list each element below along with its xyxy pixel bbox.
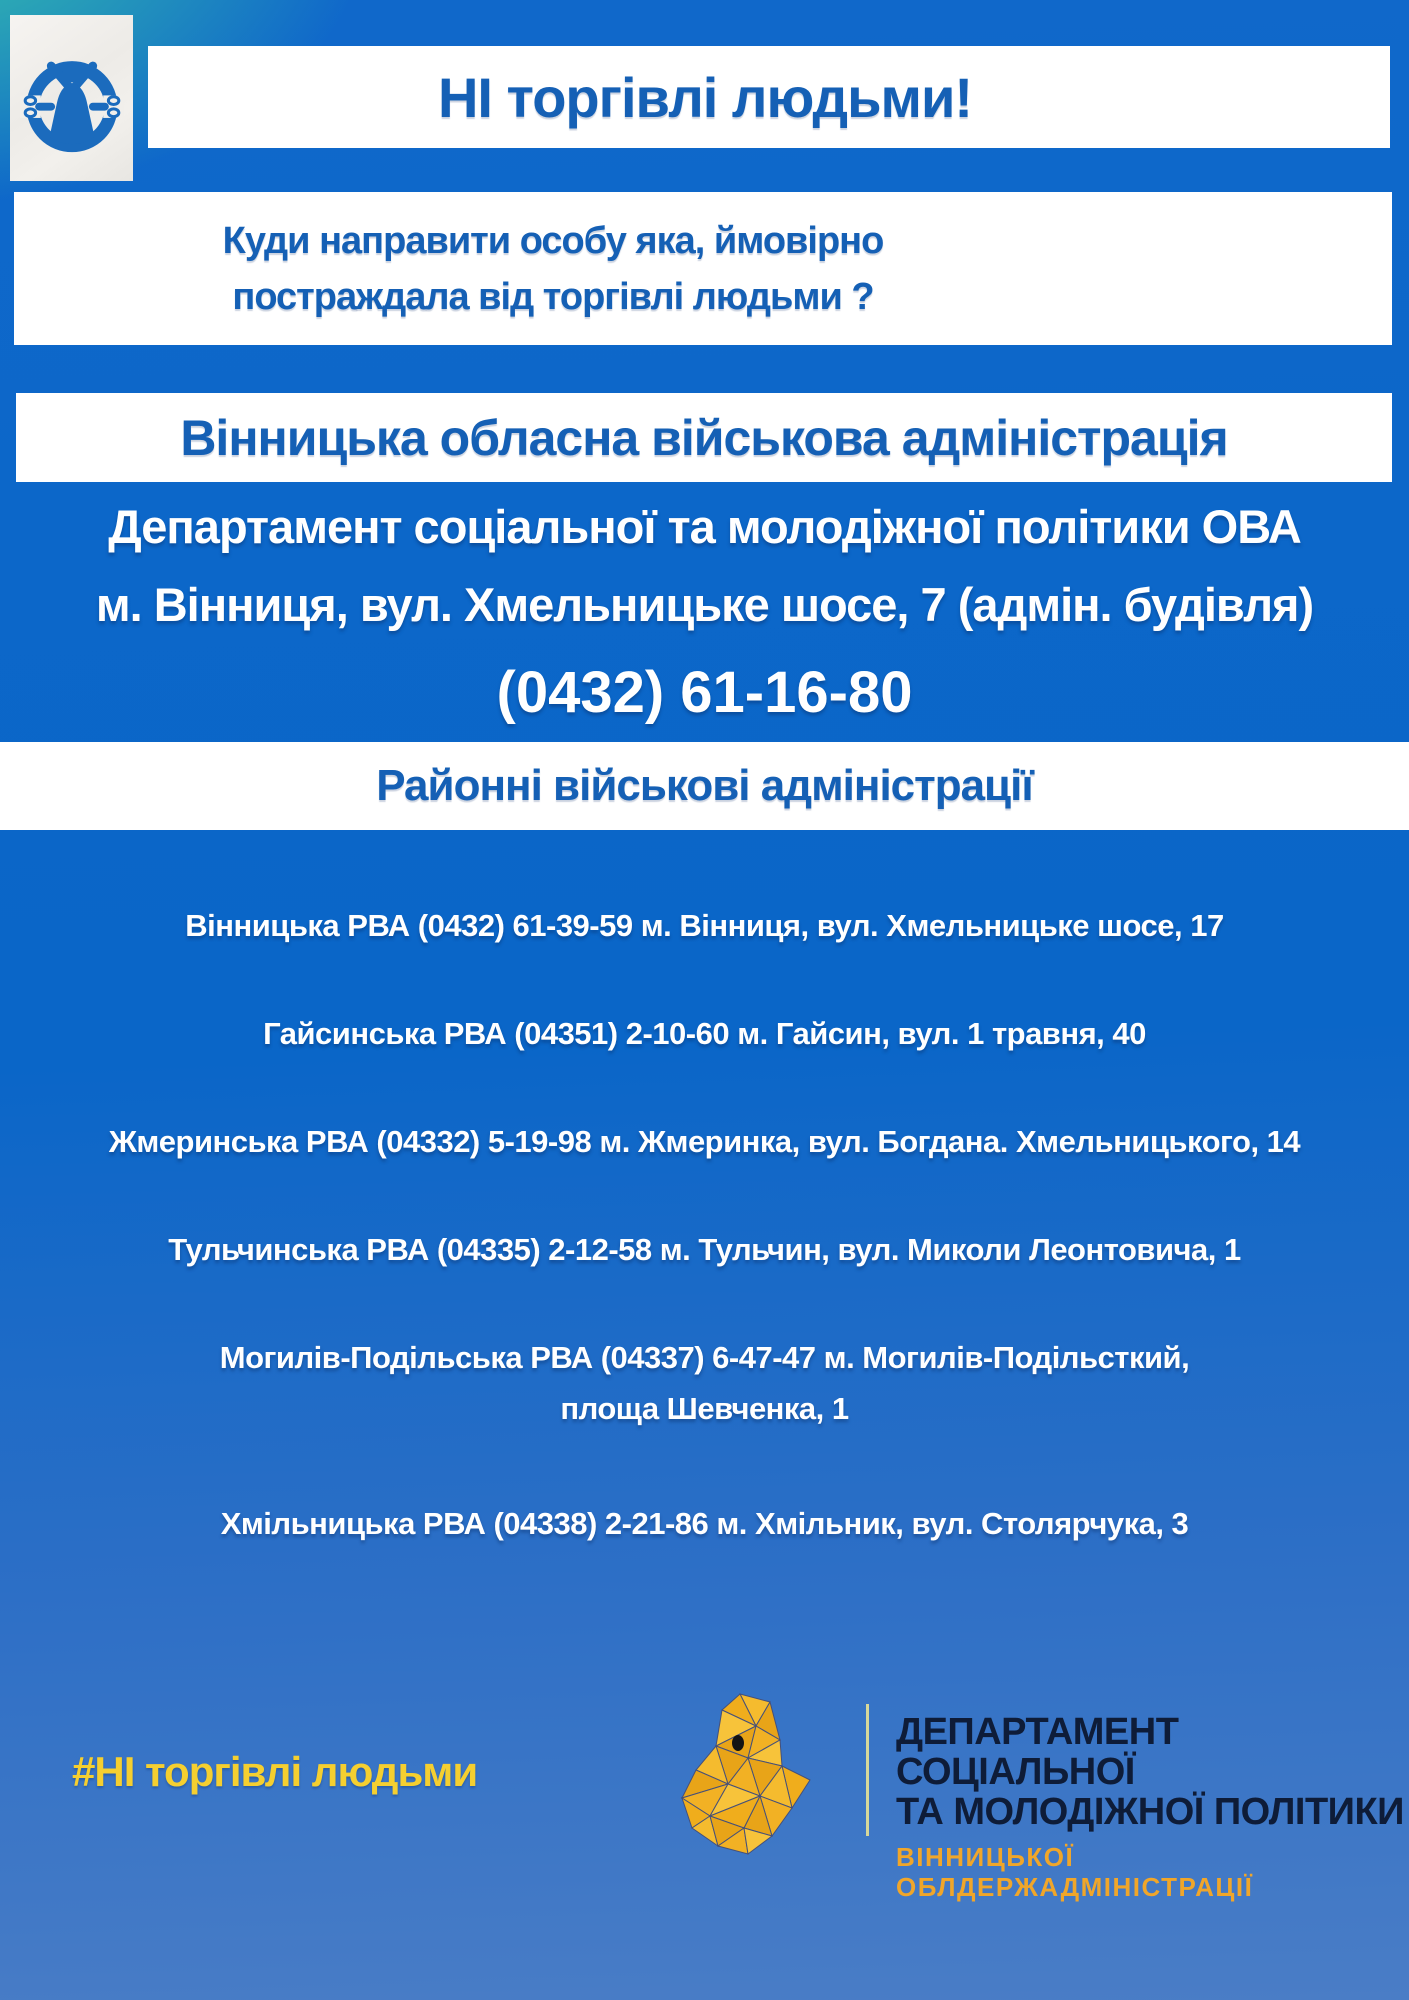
org-name-line-2: ТА МОЛОДІЖНОЇ ПОЛІТИКИ [896, 1791, 1404, 1833]
counter-trafficking-logo-box [10, 15, 133, 181]
oblast-banner [16, 393, 1392, 482]
district-list [0, 904, 1409, 1610]
person-breaking-chains-icon [20, 25, 124, 171]
org-signature-block [896, 1712, 1409, 1902]
hashtag-text: #НІ торгівлі людьми [72, 1748, 478, 1795]
question-banner [14, 192, 1392, 345]
department-name: Департамент соціальної та молодіжної політики ОВА [108, 500, 1301, 553]
poster-title: НІ торгівлі людьми! [437, 65, 973, 129]
footer-divider [866, 1704, 869, 1836]
list-item: Вінницька РВА (0432) 61-39-59 м. Вінниця, вул. Хмельницьке шосе, 17 [185, 908, 1224, 943]
oblast-banner-label: Вінницька обласна військова адміністрація [180, 409, 1228, 466]
org-name-line-1: ДЕПАРТАМЕНТ СОЦІАЛЬНОЇ [896, 1711, 1179, 1793]
districts-banner-label: Районні військові адміністрації [376, 761, 1033, 810]
list-item-line-2: площа Шевченка, 1 [560, 1391, 849, 1426]
list-item: Тульчинська РВА (04335) 2-12-58 м. Тульчин, вул. Миколи Леонтовича, 1 [168, 1232, 1241, 1267]
vinnytsia-region-map-icon [652, 1688, 852, 1863]
list-item: Хмільницька РВА (04338) 2-21-86 м. Хмільник, вул. Столярчука, 3 [220, 1506, 1189, 1541]
department-address: м. Вінниця, вул. Хмельницьке шосе, 7 (адмін. будівля) [95, 578, 1314, 631]
list-item-line-1: Могилів-Подільська РВА (04337) 6-47-47 м. Могилів-Подільсткий, [219, 1340, 1190, 1375]
districts-banner [0, 742, 1409, 830]
list-item: Гайсинська РВА (04351) 2-10-60 м. Гайсин, вул. 1 травня, 40 [263, 1016, 1146, 1051]
department-phone: (0432) 61-16-80 [496, 660, 913, 725]
title-banner [148, 46, 1390, 148]
question-line-2: постраждала від торгівлі людьми ? [232, 275, 874, 318]
question-line-1: Куди направити особу яка, ймовірно [222, 219, 884, 262]
list-item: Жмеринська РВА (04332) 5-19-98 м. Жмеринка, вул. Богдана. Хмельницького, 14 [108, 1124, 1301, 1159]
list-item [0, 1336, 1409, 1438]
org-name-line-3: ВІННИЦЬКОЇ ОБЛДЕРЖАДМІНІСТРАЦІЇ [896, 1842, 1254, 1902]
